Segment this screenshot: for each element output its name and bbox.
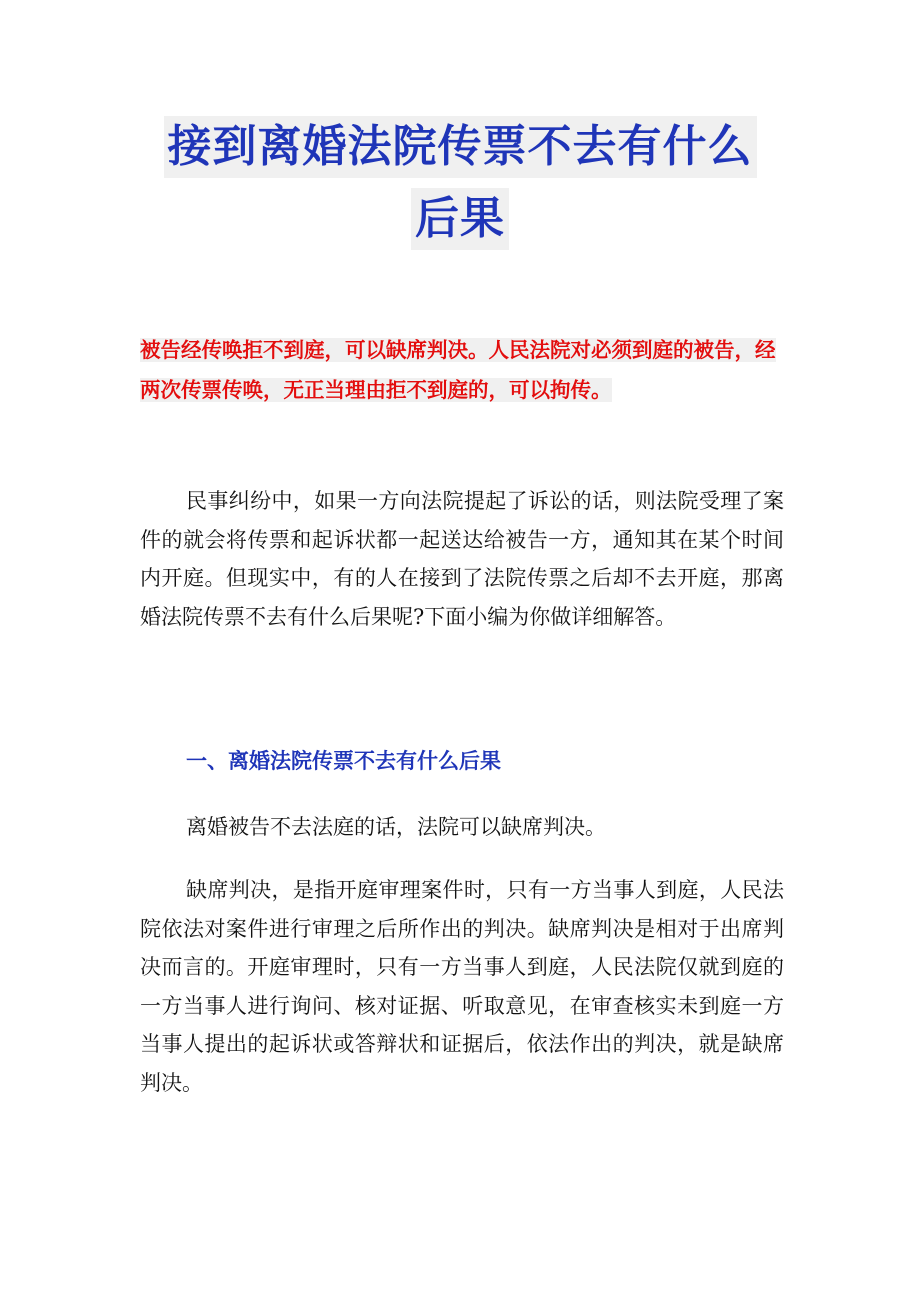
document-title [140,116,780,260]
title-line-2: 后果 [411,188,509,250]
lead-text: 被告经传唤拒不到庭，可以缺席判决。人民法院对必须到庭的被告，经两次传票传唤，无正当理由拒不到庭的，可以拘传。 [140,338,776,402]
paragraph-default-judgment-definition: 缺席判决，是指开庭审理案件时，只有一方当事人到庭，人民法院依法对案件进行审理之后所作出的判决。缺席判决是相对于出席判决而言的。开庭审理时，只有一方当事人到庭，人民法院仅就到庭的一方当事人进行询问、核对证据、听取意见，在审查核实未到庭一方当事人提出的起诉状或答辩状和证据后，依法作出的判决，就是缺席判决。 [140,878,784,1095]
section-heading-1: 一、离婚法院传票不去有什么后果 [186,749,501,773]
lead-summary [140,330,784,410]
intro-paragraph: 民事纠纷中，如果一方向法院提起了诉讼的话，则法院受理了案件的就会将传票和起诉状都一起送达给被告一方，通知其在某个时间内开庭。但现实中，有的人在接到了法院传票之后却不去开庭，那离婚法院传票不去有什么后果呢?下面小编为你做详细解答。 [140,489,784,629]
paragraph-default-judgment-summary: 离婚被告不去法庭的话，法院可以缺席判决。 [186,815,606,839]
title-line-1: 接到离婚法院传票不去有什么 [164,116,757,178]
